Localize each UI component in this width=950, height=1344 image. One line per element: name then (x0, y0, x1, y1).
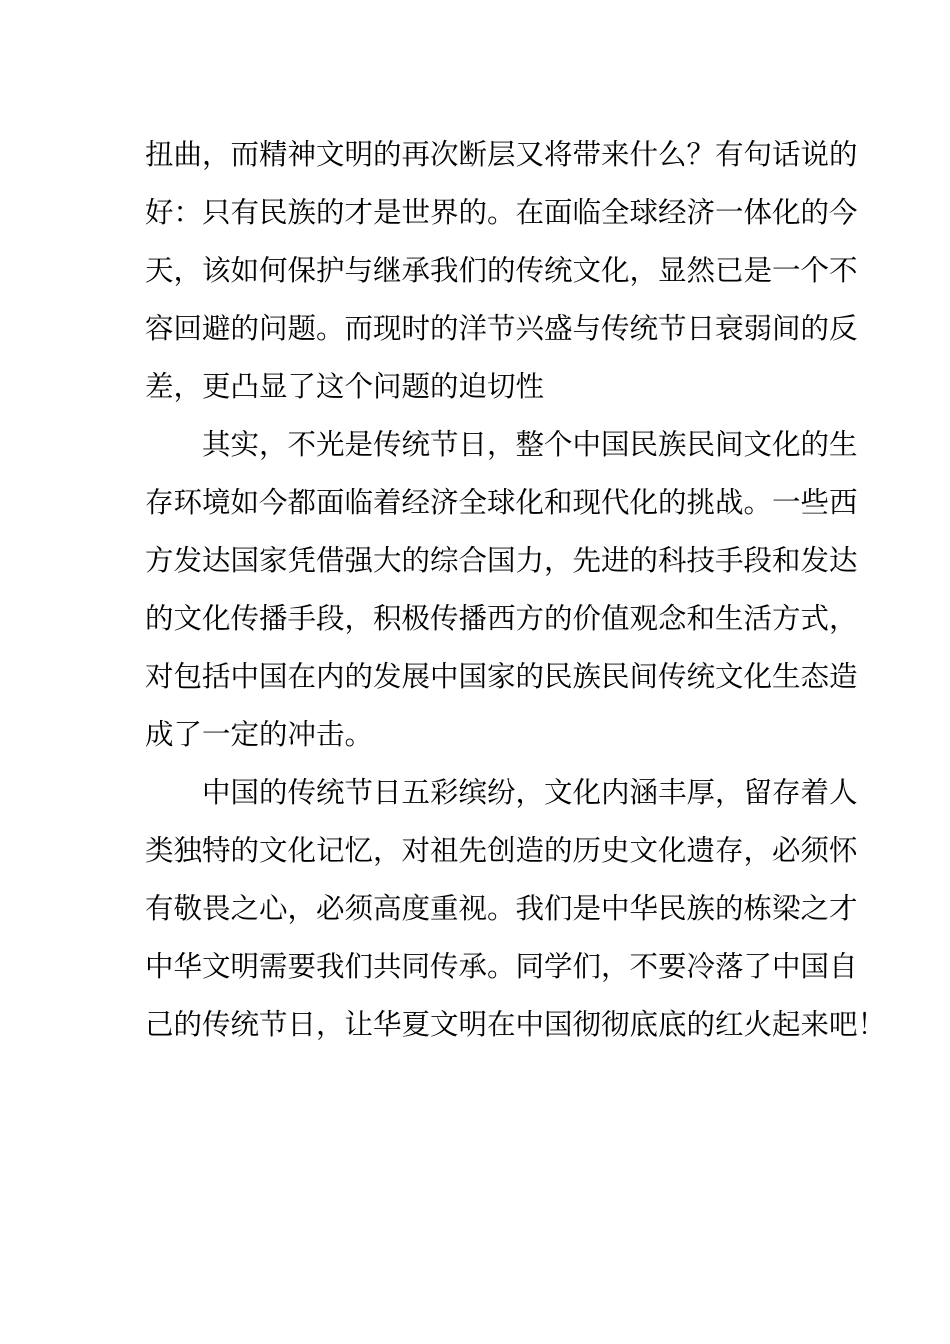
text-line: 类独特的文化记忆，对祖先创造的历史文化遗存，必须怀 (145, 834, 858, 867)
paragraph-3 (145, 764, 887, 1054)
text-line: 方发达国家凭借强大的综合国力，先进的科技手段和发达 (145, 544, 858, 577)
text-line: 天，该如何保护与继承我们的传统文化，显然已是一个不 (145, 254, 858, 287)
text-line: 有敬畏之心，必须高度重视。我们是中华民族的栋梁之才 (145, 892, 858, 925)
text-line: 存环境如今都面临着经济全球化和现代化的挑战。一些西 (145, 486, 858, 519)
text-line: 容回避的问题。而现时的洋节兴盛与传统节日衰弱间的反 (145, 312, 858, 345)
text-line: 差，更凸显了这个问题的迫切性 (145, 370, 545, 403)
text-line: 的文化传播手段，积极传播西方的价值观念和生活方式， (145, 602, 858, 635)
text-line: 扭曲，而精神文明的再次断层又将带来什么？有句话说的 (145, 138, 858, 171)
text-line: 己的传统节日，让华夏文明在中国彻彻底底的红火起来吧！ (145, 1008, 887, 1041)
paragraph-1 (145, 126, 858, 416)
text-line: 其实，不光是传统节日，整个中国民族民间文化的生 (202, 428, 858, 461)
text-line: 好：只有民族的才是世界的。在面临全球经济一体化的今 (145, 196, 858, 229)
paragraph-2 (145, 416, 858, 764)
text-line: 中华文明需要我们共同传承。同学们，不要冷落了中国自 (145, 950, 858, 983)
document-body (145, 126, 887, 1054)
text-line: 成了一定的冲击。 (145, 718, 374, 751)
text-line: 对包括中国在内的发展中国家的民族民间传统文化生态造 (145, 660, 858, 693)
text-line: 中国的传统节日五彩缤纷，文化内涵丰厚，留存着人 (202, 776, 858, 809)
